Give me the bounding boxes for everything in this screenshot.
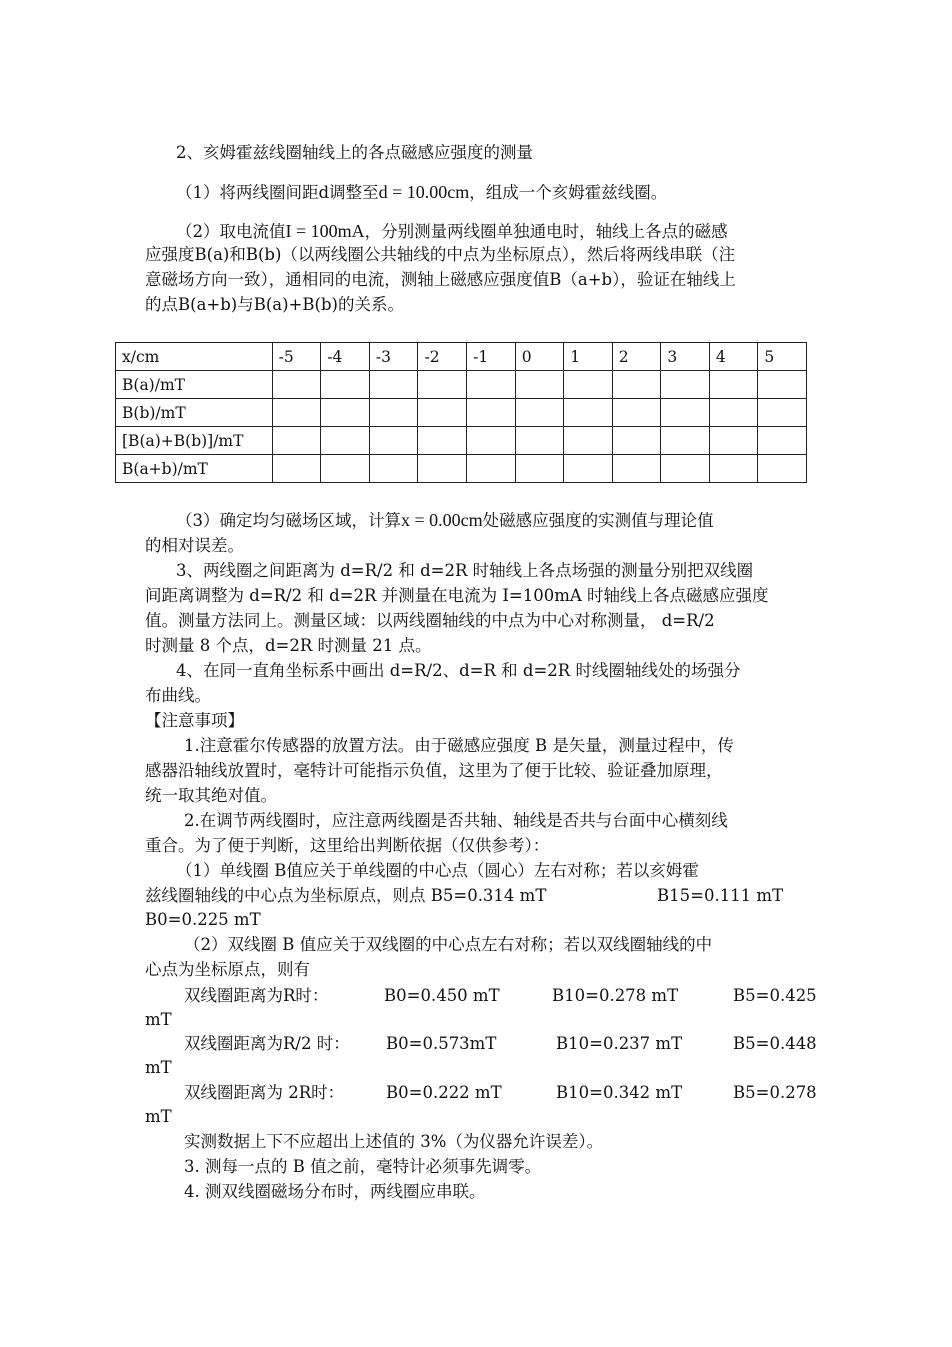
table-header-cell: 1 — [564, 343, 613, 371]
double-coil-2r-unit: mT — [145, 1107, 172, 1126]
table-cell — [612, 455, 661, 483]
distance-formula: d = 10.00cm — [378, 182, 470, 202]
table-cell — [467, 371, 516, 399]
step-2-suffix: ，分别测量两线圈单独通电时，轴线上各点的磁感 — [364, 222, 728, 241]
single-coil-line-2: 兹线圈轴线的中心点为坐标原点，则点 B5=0.314 mT — [145, 886, 547, 905]
table-row — [116, 455, 807, 483]
table-header-cell: 4 — [709, 343, 758, 371]
item-4-line-1: 4、在同一直角坐标系中画出 d=R/2、d=R 和 d=2R 时线圈轴线处的场强分 — [176, 661, 741, 680]
table-cell — [418, 371, 467, 399]
double-coil-half-r-b5: B5=0.448 — [733, 1034, 817, 1053]
table-header-cell: 2 — [612, 343, 661, 371]
item-4-line-2: 布曲线。 — [145, 686, 211, 705]
step-2-line-2: 应强度B(a)和B(b)（以两线圈公共轴线的中点为坐标原点），然后将两线串联（注 — [145, 245, 736, 264]
table-header-cell: -4 — [321, 343, 370, 371]
table-cell — [369, 399, 418, 427]
step-1-suffix: ，组成一个亥姆霍兹线圈。 — [469, 183, 668, 202]
table-header-cell: 3 — [661, 343, 710, 371]
double-coil-r-b5: B5=0.425 — [733, 986, 817, 1005]
step-2-text: （2）取电流值 — [176, 222, 286, 241]
step-3-suffix: 处磁感应强度的实测值与理论值 — [482, 511, 714, 530]
step-1-text: （1）将两线圈间距d调整至 — [176, 183, 379, 202]
step-3-line-2: 的相对误差。 — [145, 536, 244, 555]
table-cell — [467, 427, 516, 455]
table-cell — [612, 427, 661, 455]
table-header-cell: -2 — [418, 343, 467, 371]
table-cell — [369, 427, 418, 455]
table-cell — [709, 399, 758, 427]
table-cell — [321, 371, 370, 399]
step-1-paragraph — [176, 180, 667, 205]
row-label: B(a+b)/mT — [116, 455, 273, 483]
table-row — [116, 427, 807, 455]
table-cell — [612, 371, 661, 399]
item-3-line-4: 时测量 8 个点，d=2R 时测量 21 点。 — [145, 636, 432, 655]
double-coil-line-2: 心点为坐标原点，则有 — [145, 960, 310, 979]
section-heading: 2、亥姆霍兹线圈轴线上的各点磁感应强度的测量 — [176, 143, 533, 162]
note-4: 4. 测双线圈磁场分布时，两线圈应串联。 — [184, 1182, 486, 1201]
table-row — [116, 371, 807, 399]
position-formula: x = 0.00cm — [401, 510, 483, 530]
row-label: B(b)/mT — [116, 399, 273, 427]
table-cell — [272, 455, 321, 483]
step-2-line-1 — [176, 219, 728, 244]
table-cell — [709, 455, 758, 483]
table-cell — [758, 427, 807, 455]
table-cell — [758, 455, 807, 483]
table-cell — [661, 371, 710, 399]
table-cell — [709, 427, 758, 455]
table-cell — [369, 455, 418, 483]
row-label: [B(a)+B(b)]/mT — [116, 427, 273, 455]
table-cell — [758, 371, 807, 399]
table-cell — [661, 427, 710, 455]
double-coil-r-b10: B10=0.278 mT — [552, 986, 679, 1005]
note-1-line-2: 感器沿轴线放置时，毫特计可能指示负值，这里为了便于比较、验证叠加原理， — [145, 761, 723, 780]
table-cell — [467, 399, 516, 427]
table-cell — [564, 399, 613, 427]
table-row — [116, 399, 807, 427]
double-coil-half-r-label: 双线圈距离为R/2 时： — [184, 1034, 350, 1053]
table-header-cell: 0 — [515, 343, 564, 371]
double-coil-line-1: （2）双线圈 B 值应关于双线圈的中心点左右对称；若以双线圈轴线的中 — [184, 935, 713, 954]
table-header-cell: -5 — [272, 343, 321, 371]
table-cell — [369, 371, 418, 399]
row-label: B(a)/mT — [116, 371, 273, 399]
table-cell — [321, 427, 370, 455]
double-coil-2r-b5: B5=0.278 — [733, 1083, 817, 1102]
table-header-cell: -1 — [467, 343, 516, 371]
table-header-cell: x/cm — [116, 343, 273, 371]
notes-heading: 【注意事项】 — [145, 711, 244, 730]
table-cell — [661, 455, 710, 483]
table-cell — [467, 455, 516, 483]
step-2-line-3: 意磁场方向一致），通相同的电流，测轴上磁感应强度值B（a+b），验证在轴线上 — [145, 270, 736, 289]
table-header-row — [116, 343, 807, 371]
item-3-line-3: 值。测量方法同上。测量区域：以两线圈轴线的中点为中心对称测量， d=R/2 — [145, 611, 715, 630]
table-cell — [418, 427, 467, 455]
note-2-line-1: 2.在调节两线圈时，应注意两线圈是否共轴、轴线是否共与台面中心横刻线 — [184, 811, 728, 830]
single-coil-b15-value: B15=0.111 mT — [657, 886, 784, 905]
item-3-line-2: 间距离调整为 d=R/2 和 d=2R 并测量在电流为 I=100mA 时轴线上各点磁感应强度 — [145, 586, 769, 605]
note-1-line-3: 统一取其绝对值。 — [145, 786, 277, 805]
table-cell — [515, 427, 564, 455]
table-cell — [515, 455, 564, 483]
double-coil-2r-b10: B10=0.342 mT — [556, 1083, 683, 1102]
tolerance-note: 实测数据上下不应超出上述值的 3%（为仪器允许误差）。 — [184, 1132, 604, 1151]
double-coil-half-r-b0: B0=0.573mT — [386, 1034, 497, 1053]
table-header-cell: 5 — [758, 343, 807, 371]
table-cell — [418, 455, 467, 483]
table-cell — [515, 371, 564, 399]
step-2-line-4: 的点B(a+b)与B(a)+B(b)的关系。 — [145, 295, 404, 314]
table-cell — [272, 371, 321, 399]
note-3: 3. 测每一点的 B 值之前，毫特计必须事先调零。 — [184, 1157, 542, 1176]
table-cell — [321, 455, 370, 483]
double-coil-half-r-b10: B10=0.237 mT — [556, 1034, 683, 1053]
note-1-line-1: 1.注意霍尔传感器的放置方法。由于磁感应强度 B 是矢量，测量过程中，传 — [184, 736, 734, 755]
double-coil-half-r-unit: mT — [145, 1058, 172, 1077]
table-header-cell: -3 — [369, 343, 418, 371]
note-2-line-2: 重合。为了便于判断，这里给出判断依据（仅供参考）： — [145, 836, 550, 855]
table-cell — [709, 371, 758, 399]
table-cell — [321, 399, 370, 427]
double-coil-r-label: 双线圈距离为R时： — [184, 986, 329, 1005]
item-3-line-1: 3、两线圈之间距离为 d=R/2 和 d=2R 时轴线上各点场强的测量分别把双线圈 — [176, 561, 754, 580]
table-cell — [515, 399, 564, 427]
table-cell — [272, 427, 321, 455]
step-3-text: （3）确定均匀磁场区域，计算 — [176, 511, 401, 530]
table-cell — [661, 399, 710, 427]
table-cell — [758, 399, 807, 427]
current-formula: I = 100mA — [285, 221, 365, 241]
double-coil-2r-label: 双线圈距离为 2R时： — [184, 1083, 345, 1102]
double-coil-r-unit: mT — [145, 1010, 172, 1029]
step-3-line-1 — [176, 508, 714, 533]
table-cell — [564, 371, 613, 399]
single-coil-line-1: （1）单线圈 B值应关于单线圈的中心点（圆心）左右对称；若以亥姆霍 — [176, 861, 699, 880]
double-coil-r-b0: B0=0.450 mT — [384, 986, 500, 1005]
table-cell — [418, 399, 467, 427]
table-cell — [612, 399, 661, 427]
measurement-table — [115, 342, 807, 483]
double-coil-2r-b0: B0=0.222 mT — [386, 1083, 502, 1102]
single-coil-b0-value: B0=0.225 mT — [145, 910, 261, 929]
table-cell — [272, 399, 321, 427]
table-cell — [564, 455, 613, 483]
table-cell — [564, 427, 613, 455]
